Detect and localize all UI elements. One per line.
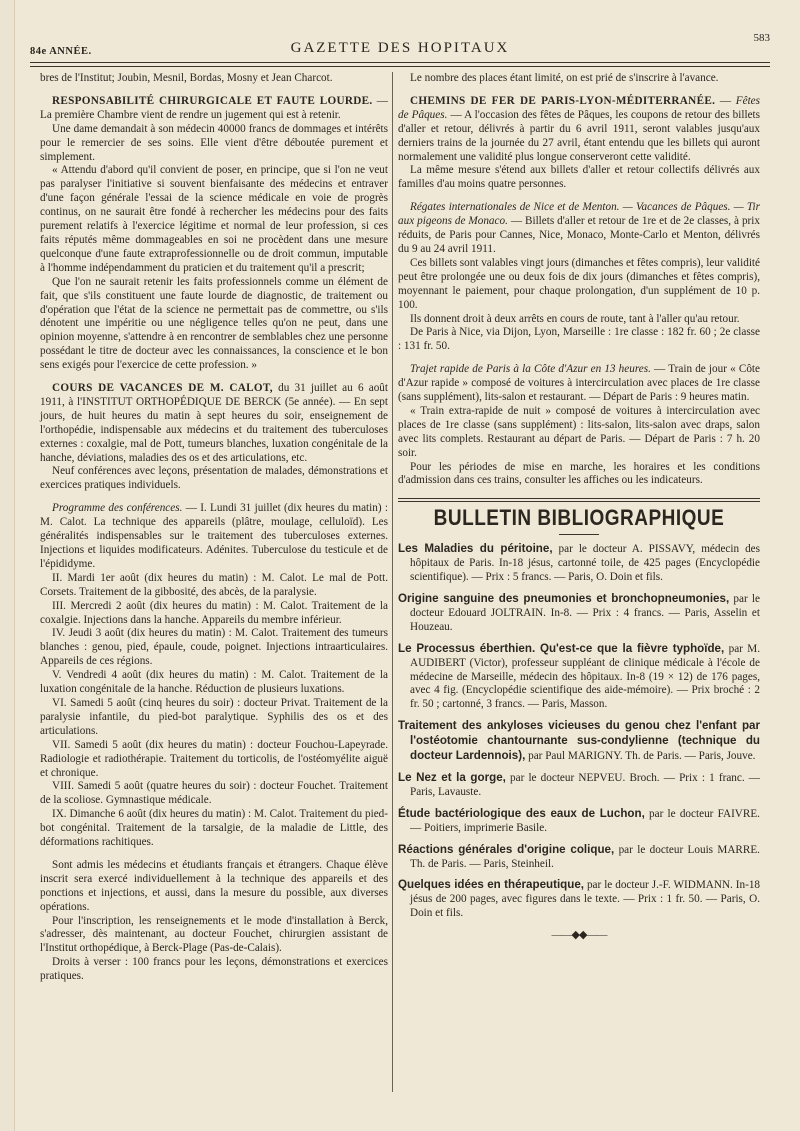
programme-item: VIII. Samedi 5 août (quatre heures du soir) : docteur Fouchet. Traitement de la scoliose. Gymnastique médicale. xyxy=(40,780,388,807)
paragraph: Une dame demandait à son médecin 40000 francs de dommages et intérêts pour le remercier de ses soins. Elle vient d'être déboutée purement et simplement. xyxy=(40,122,388,163)
biblio-entry xyxy=(398,642,760,713)
book-title: Quelques idées en thérapeutique, xyxy=(398,878,585,892)
book-title: Traitement des ankyloses vicieuses du genou chez l'enfant par l'ostéotomie chantournante sus-condylienne (technique du docteur Lardennois), xyxy=(398,719,760,763)
paragraph: Droits à verser : 100 francs pour les leçons, démonstrations et exercices pratiques. xyxy=(40,956,388,983)
programme-item: VI. Samedi 5 août (cinq heures du soir) : docteur Privat. Traitement de la paralysie infantile, du pied-bot paralytique. Syphilis des os et des articulations. xyxy=(40,696,388,737)
book-details: par le docteur Louis MARRE. Th. de Paris. — Paris, Steinheil. xyxy=(410,843,760,870)
programme-item: IX. Dimanche 6 août (dix heures du matin) : M. Calot. Traitement du pied-bot congénital. Traitement de la tarsalgie, de la maladie de Little, des déformations rachitiques. xyxy=(40,808,388,849)
article-subheading: Régates internationales de Nice et de Menton. — Vacances de Pâques. — Tir aux pigeons de Monaco. xyxy=(398,201,760,228)
paragraph: Pour l'inscription, les renseignements et le mode d'installation à Berck, s'adresser, dès maintenant, au docteur Fouchet, chirurgien assistant de l'Institut orthopédique, à Berck-Plage (Pas-de-Calais). xyxy=(40,914,388,955)
paragraph: La même mesure s'étend aux billets d'aller et retour collectifs délivrés aux familles d'au moins quatre personnes. xyxy=(398,164,760,191)
institute-name: INSTITUT ORTHOPÉDIQUE DE BERCK xyxy=(82,395,282,408)
right-column xyxy=(398,72,760,943)
paragraph: Sont admis les médecins et étudiants français et étrangers. Chaque élève inscrit sera exercé individuellement à la technique des appareils et des ponctions et injections, et aussi, dans la mesure du possible, aux diverses opérations. xyxy=(40,858,388,913)
paragraph: De Paris à Nice, via Dijon, Lyon, Marseille : 1re classe : 182 fr. 60 ; 2e classe : 131 fr. 50. xyxy=(398,326,760,353)
article-subheading: Trajet rapide de Paris à la Côte d'Azur en 13 heures. xyxy=(410,363,651,376)
programme-item: II. Mardi 1er août (dix heures du matin) : M. Calot. Le mal de Pott. Corsets. Traitement de la gibbosité, des abcès, de la paralysie. xyxy=(40,571,388,598)
article-lead: du 31 juillet au 6 août 1911, à l' xyxy=(40,382,388,408)
book-details: par le docteur FAIVRE. — Poitiers, imprimerie Basile. xyxy=(410,807,760,834)
article-heading: COURS DE VACANCES DE M. CALOT, xyxy=(52,382,273,395)
paragraph: « Train extra-rapide de nuit » composé de voitures à intercirculation avec places de 1re classe (sans supplément) : lits-salon, lits-salon avec draps, salon avec lits complets. Restaurant au départ de Paris. — Départ de Paris : 7 h. 20 soir. xyxy=(398,404,760,459)
book-details: par M. AUDIBERT (Victor), professeur suppléant de clinique médicale à l'école de médecine de Marseille, médecin des hôpitaux. In-8 (19 × 12) de 176 pages, avec 4 fig. (Encyclopédie scientifique des aide-mémoire). — Prix broché : 2 fr. 50 ; cartonné, 3 francs. — Paris, Masson. xyxy=(410,642,760,711)
article-heading: RESPONSABILITÉ CHIRURGICALE ET FAUTE LOURDE. xyxy=(52,94,373,107)
book-title: Le Processus éberthien. Qu'est-ce que la fièvre typhoïde, xyxy=(398,641,725,655)
programme-item: — I. Lundi 31 juillet (dix heures du matin) : M. Calot. La technique des appareils (plâtre, moulage, celluloïd). Les généralités indispensables sur le traitement des tuberculoses externes. Injections et liquides modificateurs. Adénites. Tuberculose du testicule et de l'épididyme. xyxy=(40,502,388,570)
article-subheading: Fêtes de Pâques. xyxy=(398,94,760,121)
left-column xyxy=(40,72,388,984)
biblio-entry xyxy=(398,542,760,585)
article-text: — Billets d'aller et retour de 1re et de 2e classes, à prix réduits, de Paris pour Cannes, Nice, Monaco, Monte-Carlo et Menton, délivrés du 9 au 24 avril 1911. xyxy=(398,215,760,255)
end-ornament: ——◆◆—— xyxy=(551,929,607,942)
book-details: par le docteur J.-F. WIDMANN. In-18 jésus de 200 pages, avec figures dans le texte. — Prix : 1 fr. 50. — Paris, O. Doin et fils. xyxy=(410,879,761,920)
article-text: — A l'occasion des fêtes de Pâques, les coupons de retour des billets d'aller et retour, délivrés à partir du 6 avril 1911, seront valables jusqu'aux derniers trains de la journée du 27 avril, étant entendu que les billets qui auront normalement une validité plus longue conserveront cette validité. xyxy=(398,108,760,163)
article-lead: — La première Chambre vient de rendre un jugement qui est à retenir. xyxy=(40,94,388,121)
book-title: Origine sanguine des pneumonies et bronchopneumonies, xyxy=(398,592,730,605)
journal-title: GAZETTE DES HOPITAUX xyxy=(290,40,510,56)
paragraph: Le nombre des places étant limité, on est prié de s'inscrire à l'avance. xyxy=(410,72,719,84)
biblio-entry xyxy=(398,592,760,635)
programme-intro xyxy=(40,502,388,572)
book-details: par le docteur A. PISSAVY, médecin des hôpitaux de Paris. In-18 jésus, cartonné toile, de 425 pages (Encyclopédie scientifique). — Prix : 5 francs. — Paris, O. Doin et fils. xyxy=(410,543,760,584)
paragraph: Ils donnent droit à deux arrêts en cours de route, tant à l'aller qu'au retour. xyxy=(410,312,740,325)
column-divider xyxy=(392,72,393,1092)
book-title: Réactions générales d'origine colique, xyxy=(398,842,615,856)
header-rule xyxy=(30,62,770,67)
biblio-entry xyxy=(398,719,760,764)
book-details: par le docteur NEPVEU. Broch. — Prix : 1 franc. — Paris, Lavauste. xyxy=(410,771,760,798)
programme-item: III. Mercredi 2 août (dix heures du matin) : M. Calot. Traitement de la coxalgie. Injections dans la hanche. Appareils du membre inférieur. xyxy=(40,599,388,626)
paragraph: « Attendu d'abord qu'il convient de poser, en principe, que si l'on ne veut pas paralyser l'initiative si souvent bienfaisante des médecins et entraver d'une façon générale l'essai de la science médicale en voie de progrès continus, on ne saurait être fondé à rechercher les médecins pour des faits purement relatifs à l'exercice légitime et normal de leur profession, si ces faits réputés même dommageables en soi ne procèdent dans une mesure quelconque d'une faute extraprofessionnelle ou de droit commun, imputable à l'homme indépendamment du praticien et du traitement qu'il a prescrit; xyxy=(40,164,388,274)
paragraph: Que l'on ne saurait retenir les faits professionnels comme un élément de fait, que s'ils constituent une faute lourde de diagnostic, de traitement ou d'opération que l'état de la science ne permettait pas de commettre, ou s'ils dénotent une impéritie ou une négligence telles qu'on ne peut, dans une opinion moyenne, s'attendre à en rencontrer de semblables chez une personne possédant le titre de docteur avec les connaissances, la conscience et le bon sens exigés pour l'exercice de cette profession. » xyxy=(40,275,388,372)
book-title: Étude bactériologique des eaux de Luchon, xyxy=(398,806,645,820)
bulletin-title: BULLETIN BIBLIOGRAPHIQUE xyxy=(433,506,725,531)
book-details: par le docteur Edouard JOLTRAIN. In-8. — Prix : 4 francs. — Paris, Asselin et Houzeau. xyxy=(410,593,761,633)
paragraph: Neuf conférences avec leçons, présentation de malades, démonstrations et exercices pratiques individuels. xyxy=(40,465,388,492)
book-details: par Paul MARIGNY. Th. de Paris. — Paris, Jouve. xyxy=(525,750,756,763)
programme-item: VII. Samedi 5 août (dix heures du matin) : docteur Fouchou-Lapeyrade. Radiologie et radiothérapie. Traitement du torticolis, de l'ostéomyélite aiguë et chronique. xyxy=(40,738,388,779)
title-rule xyxy=(559,534,599,535)
programme-title: Programme des conférences. xyxy=(52,502,183,515)
article-regates xyxy=(398,201,760,257)
paragraph: Pour les périodes de mise en marche, les horaires et les conditions d'admission dans ces trains, consulter les affiches ou les indicateurs. xyxy=(398,460,760,487)
programme-item: V. Vendredi 4 août (dix heures du matin) : M. Calot. Traitement de la luxation congénitale de la hanche. Réduction de plusieurs luxations. xyxy=(40,669,388,696)
article-cours-vacances xyxy=(40,382,388,465)
article-responsabilite xyxy=(40,95,388,123)
biblio-entry xyxy=(398,807,760,836)
page-header xyxy=(30,32,770,62)
biblio-entry xyxy=(398,878,760,921)
book-title: Les Maladies du péritoine, xyxy=(398,542,553,556)
paragraph: Ces billets sont valables vingt jours (dimanches et fêtes compris), leur validité peut être prolongée une ou deux fois de dix jours (dimanches et fêtes compris), moyennant le paiement, pour chaque prolongation, d'un supplément de 10 p. 100. xyxy=(398,256,760,311)
biblio-entry xyxy=(398,843,760,872)
article-heading: CHEMINS DE FER DE PARIS-LYON-MÉDITERRANÉE. xyxy=(410,94,716,107)
biblio-entry xyxy=(398,771,760,800)
programme-item: IV. Jeudi 3 août (dix heures du matin) : M. Calot. Traitement des tumeurs blanches : genou, pied, épaule, coude, poignet. Injections intraarticulaires. Appareils de ces régions. xyxy=(40,627,388,668)
article-plm: CHEMINS DE FER DE PARIS-LYON-MÉDITERRANÉE. — Fêtes de Pâques. — A l'occasion des fêtes de Pâques, les coupons de retour des billets d'aller et retour, délivrés à partir du 6 avril 1911, seront valables jusqu'aux derniers trains de la journée du 27 avril, étant entendu que les billets qui auront normalement une validité plus longue conserveront cette validité. xyxy=(398,94,760,163)
issue-year: 84e ANNÉE. xyxy=(30,46,92,57)
section-rule xyxy=(398,498,760,502)
book-title: Le Nez et la gorge, xyxy=(398,770,506,784)
article-trajet xyxy=(398,363,760,405)
article-text: — Train de jour « Côte d'Azur rapide » composé de voitures à intercirculation avec places de 1re classe (sans supplément), lits-salon et restaurant. — Départ de Paris : 9 heures matin. xyxy=(398,363,760,404)
paragraph: bres de l'Institut; Joubin, Mesnil, Bordas, Mosny et Jean Charcot. xyxy=(40,72,333,84)
article-text: (5e année). — En sept jours, de huit heures du matin à sept heures du soir, enseignement de l'orthopédie, indispensable aux médecins et du traitement des tuberculoses externes : coxalgie, mal de Pott, tumeurs blanches, luxation congénitale de la hanche, déviations, maladies des os et des articulations, etc. xyxy=(40,395,388,464)
page-number: 583 xyxy=(753,32,770,44)
